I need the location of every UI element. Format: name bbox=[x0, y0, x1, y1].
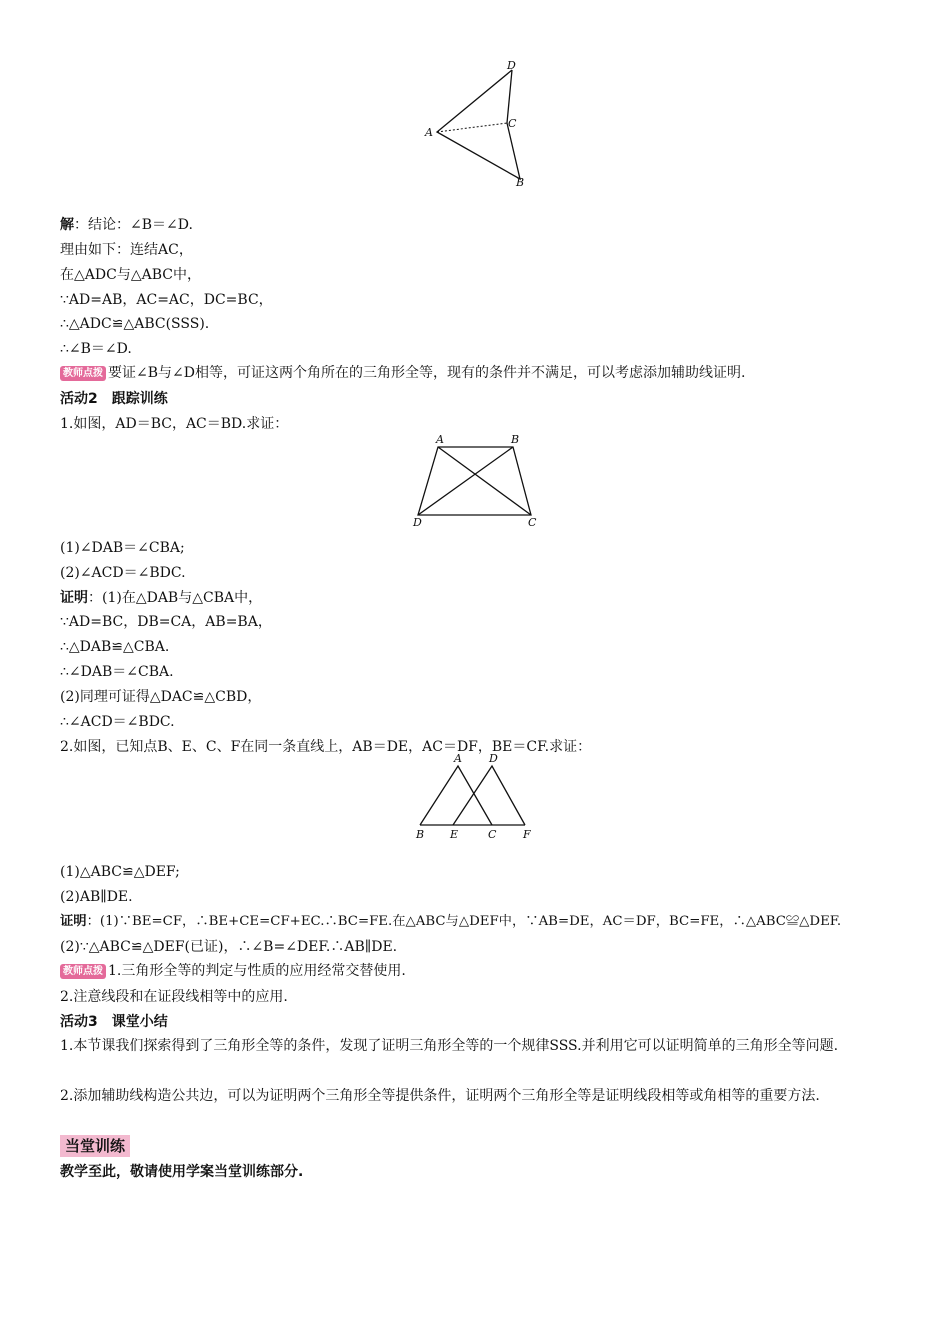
q1-proof5: (2)同理可证得△DAC≌△CBD， bbox=[60, 689, 262, 705]
section-banner: 当堂训练 bbox=[60, 1135, 130, 1157]
label-c: C bbox=[488, 828, 497, 841]
activity3-title: 活动3 课堂小结 bbox=[60, 1014, 168, 1030]
q1-proof4: ∴∠DAB＝∠CBA. bbox=[60, 664, 174, 680]
label-a: A bbox=[425, 126, 433, 139]
q2-proof1: 证明：(1)∵BE=CF，∴BE+CE=CF+EC.∴BC=FE.在△ABC与△DEF中，∵AB=DE，AC＝DF，BC=FE，∴△ABC≌△DEF. bbox=[60, 914, 842, 929]
solution1-line4: ∵AD=AB，AC=AC，DC=BC， bbox=[60, 292, 273, 308]
teacher-tip-2-line2: 2.注意线段和在证段线相等中的应用. bbox=[60, 989, 288, 1005]
q1-proof1: 证明：(1)在△DAB与△CBA中， bbox=[60, 590, 263, 606]
solution1-conclusion: 解：结论：∠B＝∠D. bbox=[60, 217, 193, 233]
label-a: A bbox=[454, 752, 462, 765]
q1-part1: (1)∠DAB＝∠CBA; bbox=[60, 540, 185, 556]
q2-proof2: (2)∵△ABC≌△DEF(已证)，∴∠B=∠DEF.∴AB∥DE. bbox=[60, 939, 398, 955]
teacher-tip-2: 教师点拨 1.三角形全等的判定与性质的应用经常交替使用. bbox=[60, 961, 406, 981]
q2-part1: (1)△ABC≌△DEF; bbox=[60, 864, 180, 880]
figure-trapezoid-abcd bbox=[405, 430, 555, 530]
teacher-tip-1: 教师点拨 要证∠B与∠D相等，可证这两个角所在的三角形全等，现有的条件并不满足，可以考虑添加辅助线证明. bbox=[60, 363, 745, 383]
label-d: D bbox=[507, 59, 516, 72]
label-d: D bbox=[489, 752, 498, 765]
activity3-item1: 1.本节课我们探索得到了三角形全等的条件，发现了证明三角形全等的一个规律SSS.并利用它可以证明简单的三角形全等问题. bbox=[60, 1038, 839, 1054]
q2-part2: (2)AB∥DE. bbox=[60, 889, 133, 905]
label-d: D bbox=[413, 516, 422, 529]
solution1-line6: ∴∠B＝∠D. bbox=[60, 341, 132, 357]
q1-proof6: ∴∠ACD＝∠BDC. bbox=[60, 714, 175, 730]
activity2-title: 活动2 跟踪训练 bbox=[60, 391, 168, 407]
label-e: E bbox=[450, 828, 459, 841]
label-c: C bbox=[528, 516, 537, 529]
label-b: B bbox=[516, 176, 525, 189]
activity3-item2: 2.添加辅助线构造公共边，可以为证明两个三角形全等提供条件，证明两个三角形全等是证明线段相等或角相等的重要方法. bbox=[60, 1088, 820, 1104]
q1-proof3: ∴△DAB≌△CBA. bbox=[60, 639, 170, 655]
label-a: A bbox=[436, 433, 444, 446]
solution1-line2: 理由如下：连结AC， bbox=[60, 242, 193, 258]
figure-triangles-abc-def bbox=[405, 752, 555, 847]
closing-text: 教学至此，敬请使用学案当堂训练部分. bbox=[60, 1164, 304, 1180]
label-f: F bbox=[523, 828, 531, 841]
label-c: C bbox=[508, 117, 517, 130]
teacher-tip-badge: 教师点拨 bbox=[60, 964, 106, 979]
solution1-line3: 在△ADC与△ABC中， bbox=[60, 267, 201, 283]
figure-quadrilateral-abcd bbox=[415, 55, 535, 195]
q1-proof2: ∵AD=BC，DB=CA，AB=BA， bbox=[60, 614, 272, 630]
q2-prompt: 2.如图，已知点B、E、C、F在同一条直线上，AB＝DE，AC＝DF，BE＝CF.求证： bbox=[60, 739, 592, 755]
q1-part2: (2)∠ACD＝∠BDC. bbox=[60, 565, 186, 581]
label-b: B bbox=[416, 828, 425, 841]
q1-prompt: 1.如图，AD＝BC，AC＝BD.求证： bbox=[60, 416, 289, 432]
teacher-tip-badge: 教师点拨 bbox=[60, 366, 106, 381]
solution1-line5: ∴△ADC≌△ABC(SSS). bbox=[60, 316, 210, 332]
label-b: B bbox=[511, 433, 520, 446]
